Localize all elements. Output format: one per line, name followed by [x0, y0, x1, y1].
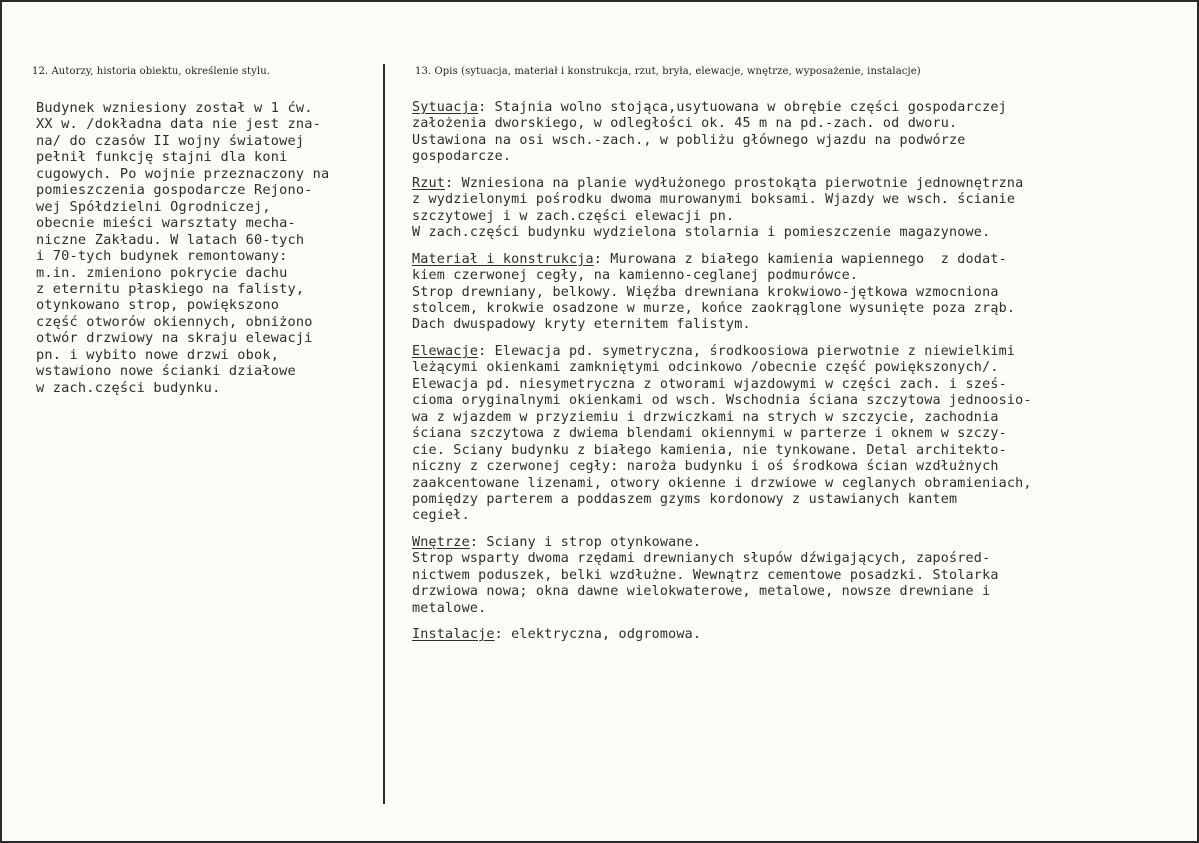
section-line: ściana szczytowa z dwiema blendami okiennymi w parterze i oknem w szczy-: [412, 426, 1007, 442]
section-line: z wydzielonymi pośrodku dwoma murowanymi boksami. Wjazdy we wsch. ścianie: [412, 192, 1016, 208]
description-section: [412, 627, 1172, 643]
column-divider: [383, 64, 385, 804]
section-line: cioma oryginalnymi okienkami od wsch. Wschodnia ściana szczytowa jednoosio-: [412, 393, 1032, 409]
history-line: obecnie mieści warsztaty mecha-: [36, 215, 296, 232]
section-line: cie. Sciany budynku z białego kamienia, nie tynkowane. Detal architekto-: [412, 442, 1007, 458]
section-first-line: [412, 627, 1172, 643]
section-line: Strop wsparty dwoma rzędami drewnianych słupów dźwigających, zapośred-: [412, 551, 991, 567]
history-line: na/ do czasów II wojny światowej: [36, 132, 305, 149]
section-line: szczytowej i w zach.części elewacji pn.: [412, 208, 735, 224]
section-line: Elewacja pd. niesymetryczna z otworami wjazdowymi w części zach. i sześ-: [412, 376, 1007, 392]
section-line: niczny z czerwonej cegły: naroża budynku i oś środkowa ścian wzdłużnych: [412, 459, 999, 475]
history-line: w zach.części budynku.: [36, 379, 221, 396]
description-text: [412, 100, 1172, 654]
section-heading: Instalacje: [412, 627, 495, 643]
history-line: m.in. zmieniono pokrycie dachu: [36, 264, 288, 281]
description-section: [412, 535, 1172, 617]
section-first-line-text: : elektryczna, odgromowa.: [494, 627, 702, 643]
section-first-line: [412, 344, 1172, 360]
history-line: XX w. /dokładna data nie jest zna-: [36, 116, 322, 133]
section-line: kiem czerwonej cegły, na kamienno-ceglanej podmurówce.: [412, 268, 859, 284]
section-line: pomiędzy parterem a poddaszem gzyms kordonowy z ustawianych kantem: [412, 491, 958, 507]
section-first-line-text: : Sciany i strop otynkowane.: [469, 534, 702, 550]
section-line: cegieł.: [412, 508, 470, 524]
section-line: wa z wjazdem w przyziemiu i drzwiczkami na strych w szczycie, zachodnia: [412, 409, 999, 425]
history-line: pn. i wybito nowe drzwi obok,: [36, 346, 280, 363]
section-line: metalowe.: [412, 600, 487, 616]
history-line: niczne Zakładu. W latach 60-tych: [36, 231, 305, 248]
section-line: Ustawiona na osi wsch.-zach., w pobliżu głównego wjazdu na podwórze: [412, 132, 966, 148]
history-line: pełnił funkcję stajni dla koni: [36, 149, 288, 166]
section-line: leżącymi okienkami zamkniętymi odcinkowo /obecnie część powiększonych/.: [412, 360, 999, 376]
section-first-line-text: : Murowana z białego kamienia wapiennego z dodat-: [593, 251, 1007, 267]
section-12-header: 12. Autorzy, historia obiektu, określenie stylu.: [32, 66, 271, 77]
section-heading: Materiał i konstrukcja: [412, 251, 594, 267]
history-line: z eternitu płaskiego na falisty,: [36, 280, 305, 297]
section-heading: Wnętrze: [412, 534, 470, 550]
history-line: pomieszczenia gospodarcze Rejono-: [36, 182, 313, 199]
section-line: Dach dwuspadowy kryty eternitem falistym.: [412, 317, 751, 333]
description-section: [412, 176, 1172, 242]
section-first-line-text: : Elewacja pd. symetryczna, środkoosiowa pierwotnie z niewielkimi: [478, 343, 1016, 359]
history-line: wstawiono nowe ścianki działowe: [36, 363, 296, 380]
history-line: i 70-tych budynek remontowany:: [36, 248, 288, 265]
section-first-line: [412, 535, 1172, 551]
section-13-header: 13. Opis (sytuacja, materiał i konstrukcja, rzut, bryła, elewacje, wnętrze, wyposażenie, instalacje): [415, 66, 921, 77]
section-line: W zach.części budynku wydzielona stolarnia i pomieszczenie magazynowe.: [412, 225, 991, 241]
section-heading: Sytuacja: [412, 100, 479, 115]
history-line: otynkowano strop, powiększono: [36, 297, 280, 314]
description-section: [412, 252, 1172, 334]
section-heading: Rzut: [412, 175, 446, 191]
section-line: zaakcentowane lizenami, otwory okienne i drzwiowe w ceglanych obramieniach,: [412, 475, 1032, 491]
section-line: Strop drewniany, belkowy. Więźba drewniana krokwiowo-jętkowa wzmocniona: [412, 284, 999, 300]
section-line: nictwem poduszek, belki wzdłużne. Wewnątrz cementowe posadzki. Stolarka: [412, 567, 999, 583]
section-first-line-text: : Wzniesiona na planie wydłużonego prostokąta pierwotnie jednownętrzna: [445, 175, 1024, 191]
description-section: [412, 344, 1172, 525]
history-text: [36, 100, 381, 396]
section-heading: Elewacje: [412, 343, 479, 359]
section-line: stolcem, krokwie osadzone w murze, końce zaokrąglone wysunięte poza zrąb.: [412, 300, 1016, 316]
section-line: założenia dworskiego, w odległości ok. 45 m na pd.-zach. od dworu.: [412, 116, 958, 132]
section-line: gospodarcze.: [412, 149, 512, 165]
description-section: [412, 100, 1172, 166]
history-line: otwór drzwiowy na skraju elewacji: [36, 330, 313, 347]
history-line: część otworów okiennych, obniżono: [36, 313, 313, 330]
section-line: drzwiowa nowa; okna dawne wielokwaterowe, metalowe, nowsze drewniane i: [412, 584, 991, 600]
section-first-line: [412, 252, 1172, 268]
history-line: cugowych. Po wojnie przeznaczony na: [36, 165, 330, 182]
section-first-line: [412, 176, 1172, 192]
section-first-line: [412, 100, 1172, 116]
history-line: wej Spółdzielni Ogrodniczej,: [36, 198, 271, 215]
history-line: Budynek wzniesiony został w 1 ćw.: [36, 100, 313, 116]
section-first-line-text: : Stajnia wolno stojąca,usytuowana w obrębie części gospodarczej: [478, 100, 1007, 115]
